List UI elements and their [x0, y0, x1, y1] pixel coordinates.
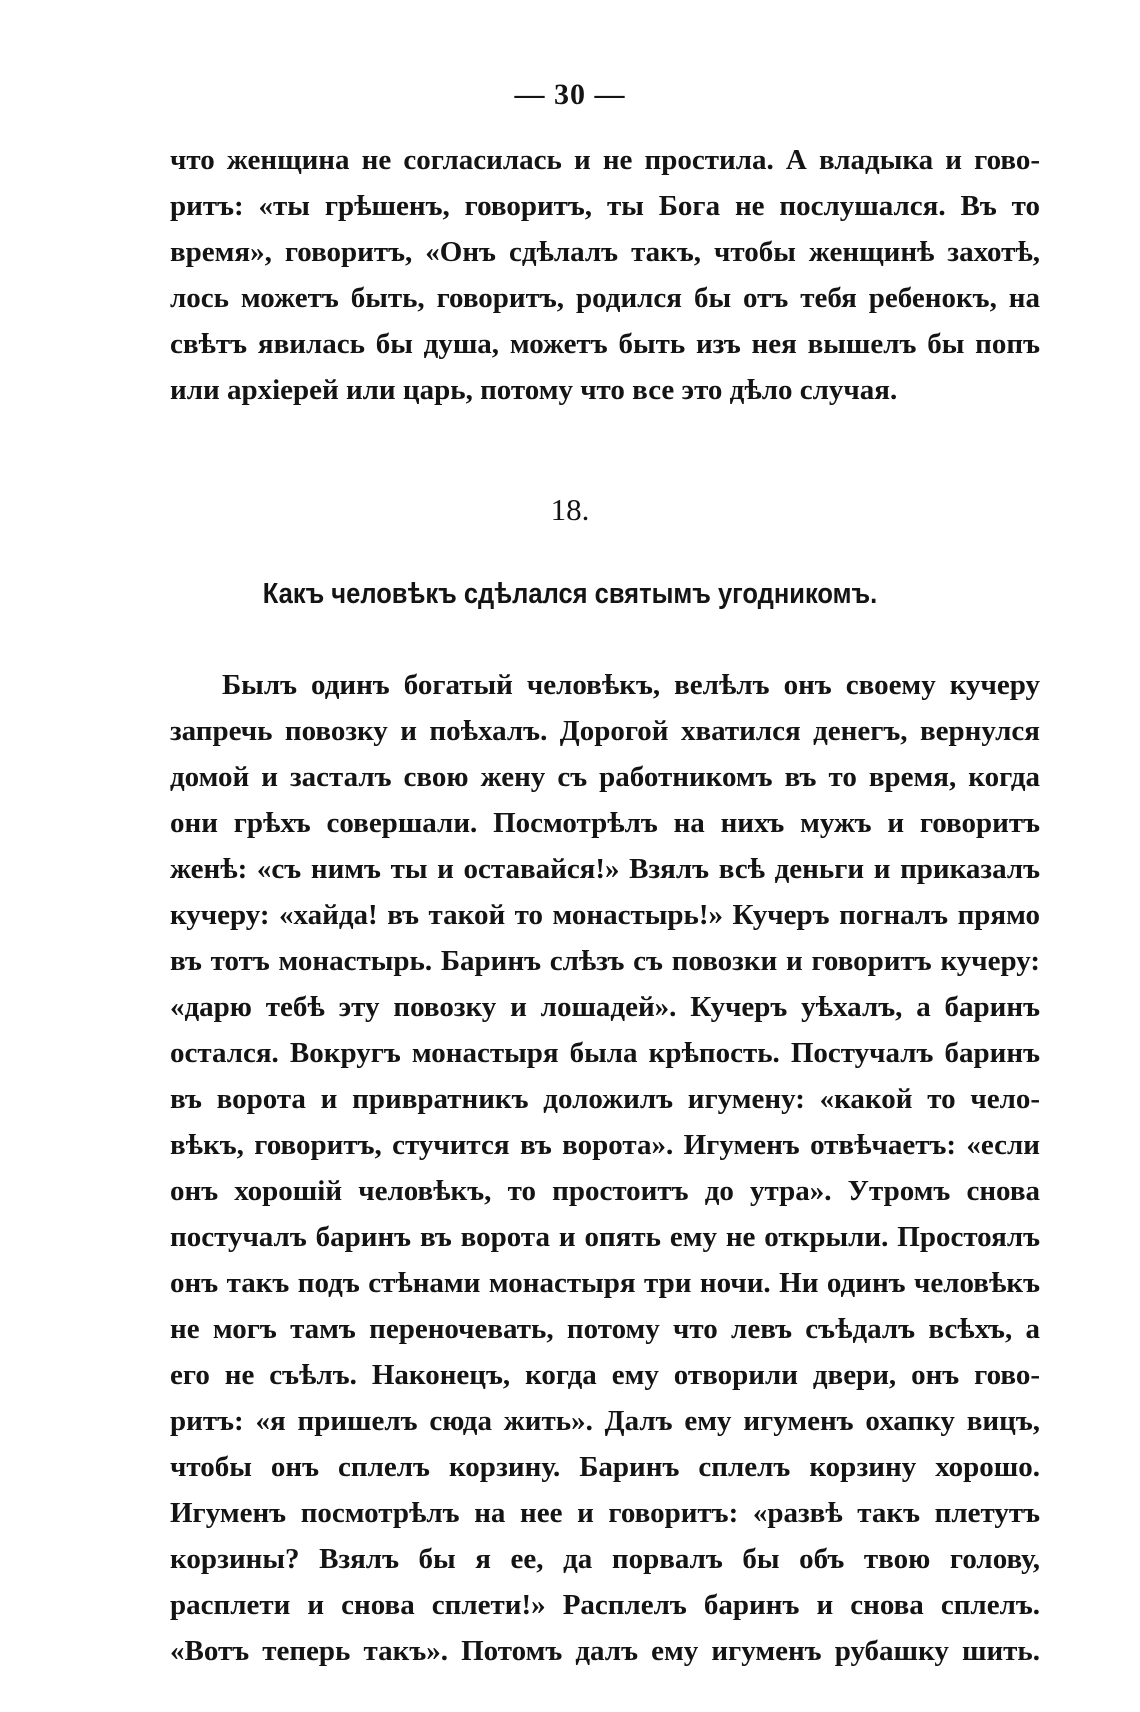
text-line: корзины? Взялъ бы я ее, да порвалъ бы объ твою голову,	[170, 1543, 1040, 1575]
text-line: запречь повозку и поѣхалъ. Дорогой хватился денегъ, вернулся	[170, 715, 1040, 747]
text-line: свѣтъ явилась бы душа, можетъ быть изъ нея вышелъ бы попъ	[170, 328, 1040, 360]
text-line: ритъ: «ты грѣшенъ, говоритъ, ты Бога не послушался. Въ то	[170, 190, 1040, 222]
text-line: что женщина не согласилась и не простила. А владыка и гово-	[170, 144, 1040, 176]
text-line: они грѣхъ совершали. Посмотрѣлъ на нихъ мужъ и говоритъ	[170, 807, 1040, 839]
text-line: Былъ одинъ богатый человѣкъ, велѣлъ онъ своему кучеру	[222, 669, 1040, 701]
text-line: чтобы онъ сплелъ корзину. Баринъ сплелъ корзину хорошо.	[170, 1451, 1040, 1483]
text-line: въ тотъ монастырь. Баринъ слѣзъ съ повозки и говоритъ кучеру:	[170, 945, 1040, 977]
text-line: вѣкъ, говоритъ, стучится въ ворота». Игуменъ отвѣчаетъ: «если	[170, 1129, 1040, 1161]
text-line: ритъ: «я пришелъ сюда жить». Далъ ему игуменъ охапку вицъ,	[170, 1405, 1040, 1437]
text-line: женѣ: «съ нимъ ты и оставайся!» Взялъ всѣ деньги и приказалъ	[170, 853, 1040, 885]
text-line: онъ такъ подъ стѣнами монастыря три ночи. Ни одинъ человѣкъ	[170, 1267, 1040, 1299]
text-line: въ ворота и привратникъ доложилъ игумену: «какой то чело-	[170, 1083, 1040, 1115]
text-line: лось можетъ быть, говоритъ, родился бы отъ тебя ребенокъ, на	[170, 282, 1040, 314]
text-line: «Вотъ теперь такъ». Потомъ далъ ему игуменъ рубашку шить.	[170, 1635, 1040, 1667]
text-line: Игуменъ посмотрѣлъ на нее и говоритъ: «развѣ такъ плетутъ	[170, 1497, 1040, 1529]
text-line: или архіерей или царь, потому что все это дѣло случая.	[170, 374, 898, 406]
page-number: — 30 —	[514, 78, 626, 111]
section-number: 18.	[550, 492, 590, 527]
text-line: остался. Вокругъ монастыря была крѣпость. Постучалъ баринъ	[170, 1037, 1040, 1069]
text-line: не могъ тамъ переночевать, потому что левъ съѣдалъ всѣхъ, а	[170, 1313, 1040, 1345]
text-line: время», говоритъ, «Онъ сдѣлалъ такъ, чтобы женщинѣ захотѣ,	[170, 236, 1040, 268]
text-line: постучалъ баринъ въ ворота и опять ему не открыли. Простоялъ	[170, 1221, 1040, 1253]
text-line: расплети и снова сплети!» Расплелъ баринъ и снова сплелъ.	[170, 1589, 1040, 1621]
text-line: кучеру: «хайда! въ такой то монастырь!» Кучеръ погналъ прямо	[170, 899, 1040, 931]
text-line: онъ хорошій человѣкъ, то простоитъ до утра». Утромъ снова	[170, 1175, 1040, 1207]
text-line: его не съѣлъ. Наконецъ, когда ему отворили двери, онъ гово-	[170, 1359, 1040, 1391]
text-line: «дарю тебѣ эту повозку и лошадей». Кучеръ уѣхалъ, а баринъ	[170, 991, 1040, 1023]
text-line: домой и засталъ свою жену съ работникомъ въ то время, когда	[170, 761, 1040, 793]
section-title: Какъ человѣкъ сдѣлался святымъ угодникомъ.	[262, 578, 878, 610]
